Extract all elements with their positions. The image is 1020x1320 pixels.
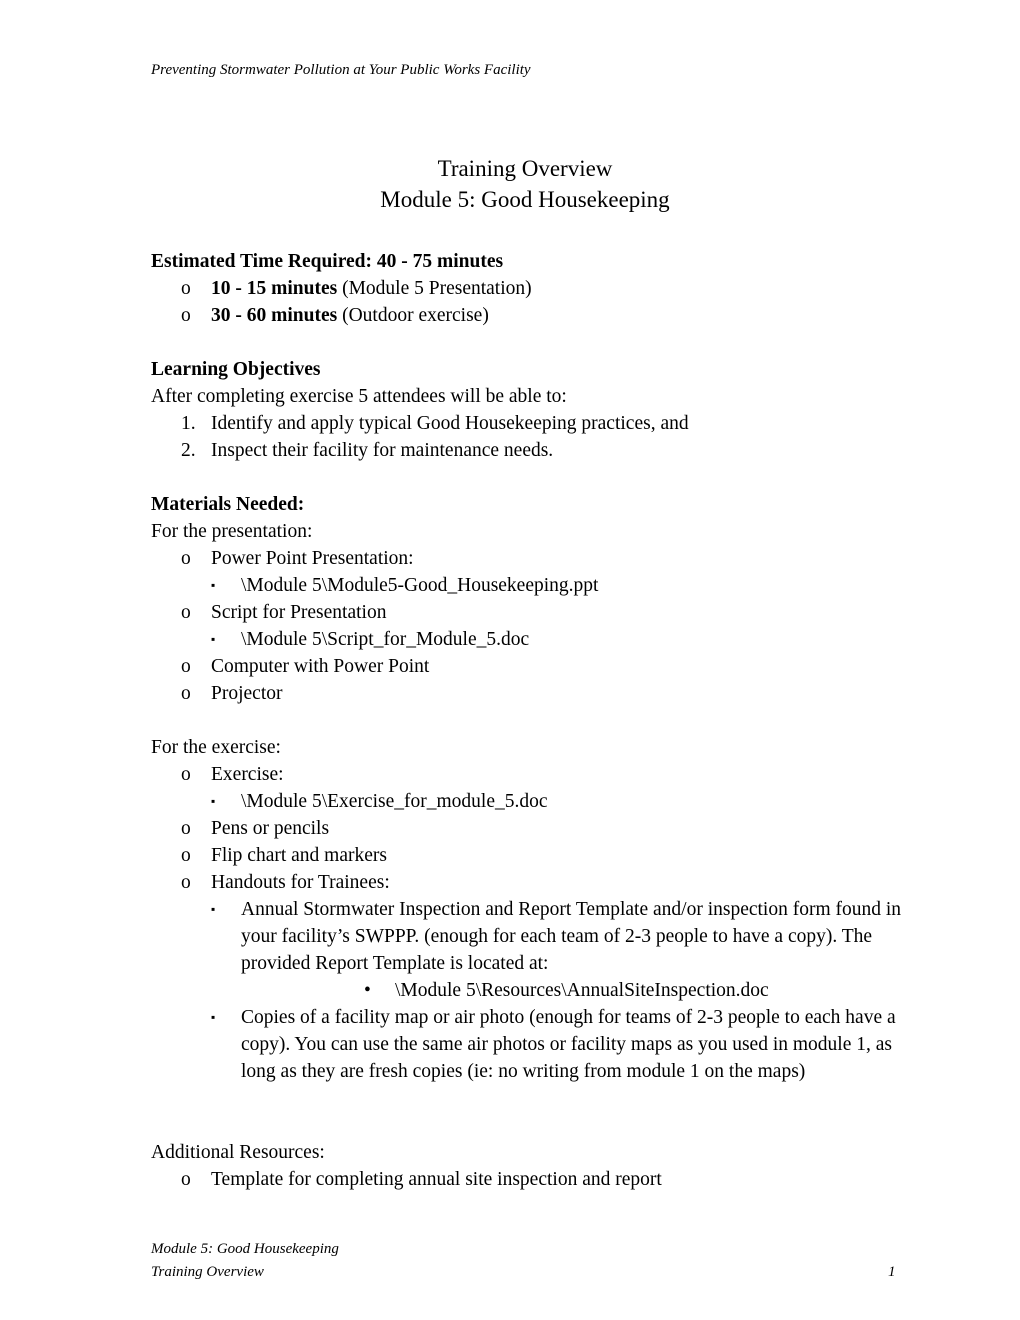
resources-heading: Additional Resources: <box>151 1142 325 1163</box>
square-bullet-icon: ▪ <box>211 902 216 916</box>
list-item: 1. Identify and apply typical Good Housekeeping practices, and <box>181 413 689 434</box>
list-item: o Flip chart and markers <box>151 842 911 869</box>
list-item: o 30 - 60 minutes (Outdoor exercise) <box>151 302 911 329</box>
circle-bullet-icon: o <box>181 845 191 866</box>
list-item: o Power Point Presentation: <box>151 545 911 572</box>
circle-bullet-icon: o <box>181 278 191 299</box>
circle-bullet-icon: o <box>181 1169 191 1190</box>
list-item: o Projector <box>151 680 911 707</box>
objectives-intro: After completing exercise 5 attendees will be able to: <box>151 386 567 407</box>
square-bullet-icon: ▪ <box>211 1010 216 1024</box>
time-heading: Estimated Time Required: 40 - 75 minutes <box>151 251 504 272</box>
circle-bullet-icon: o <box>181 872 191 893</box>
document-subtitle: Module 5: Good Housekeeping <box>380 187 670 212</box>
circle-bullet-icon: o <box>181 764 191 785</box>
list-item: o Exercise: <box>151 761 911 788</box>
list-item: o Computer with Power Point <box>151 653 911 680</box>
page-number: 1 <box>888 1264 896 1280</box>
file-path-item: ▪ \Module 5\Module5-Good_Housekeeping.ppt <box>151 572 911 599</box>
document-body <box>151 248 911 1193</box>
list-item: 2. Inspect their facility for maintenance needs. <box>181 440 554 461</box>
handout-path-item: • \Module 5\Resources\AnnualSiteInspection.doc <box>151 977 911 1004</box>
file-path-item: ▪ \Module 5\Script_for_Module_5.doc <box>151 626 911 653</box>
circle-bullet-icon: o <box>181 683 191 704</box>
file-path-item: ▪ \Module 5\Exercise_for_module_5.doc <box>151 788 911 815</box>
document-title: Training Overview <box>437 156 613 181</box>
circle-bullet-icon: o <box>181 305 191 326</box>
handout-item: ▪ Copies of a facility map or air photo (enough for teams of 2-3 people to each have a copy). You can use the same air photos or facility maps as you used in module 1, as long as they are fresh copies (ie: no writing from module 1 on the maps) <box>151 1004 911 1112</box>
circle-bullet-icon: o <box>181 548 191 569</box>
square-bullet-icon: ▪ <box>211 578 216 592</box>
circle-bullet-icon: o <box>181 656 191 677</box>
presentation-intro: For the presentation: <box>151 521 313 542</box>
list-item: o Pens or pencils <box>151 815 911 842</box>
footer-module: Module 5: Good Housekeeping <box>151 1241 339 1257</box>
list-item: o Handouts for Trainees: <box>151 869 911 896</box>
circle-bullet-icon: o <box>181 818 191 839</box>
circle-bullet-icon: o <box>181 602 191 623</box>
handout-item: ▪ Annual Stormwater Inspection and Report Template and/or inspection form found in your facility’s SWPPP. (enough for each team of 2-3 people to have a copy). The provided Report Template is located at: <box>151 896 911 977</box>
square-bullet-icon: ▪ <box>211 794 216 808</box>
list-item: o Script for Presentation <box>151 599 911 626</box>
materials-heading: Materials Needed: <box>151 494 305 515</box>
exercise-intro: For the exercise: <box>151 737 281 758</box>
footer-title: Training Overview <box>151 1264 264 1280</box>
objectives-heading: Learning Objectives <box>151 359 321 380</box>
bullet-icon: • <box>364 980 371 1001</box>
list-item: o Template for completing annual site inspection and report <box>151 1166 911 1193</box>
list-item: o 10 - 15 minutes (Module 5 Presentation) <box>151 275 911 302</box>
running-header: Preventing Stormwater Pollution at Your Public Works Facility <box>151 62 531 78</box>
square-bullet-icon: ▪ <box>211 632 216 646</box>
